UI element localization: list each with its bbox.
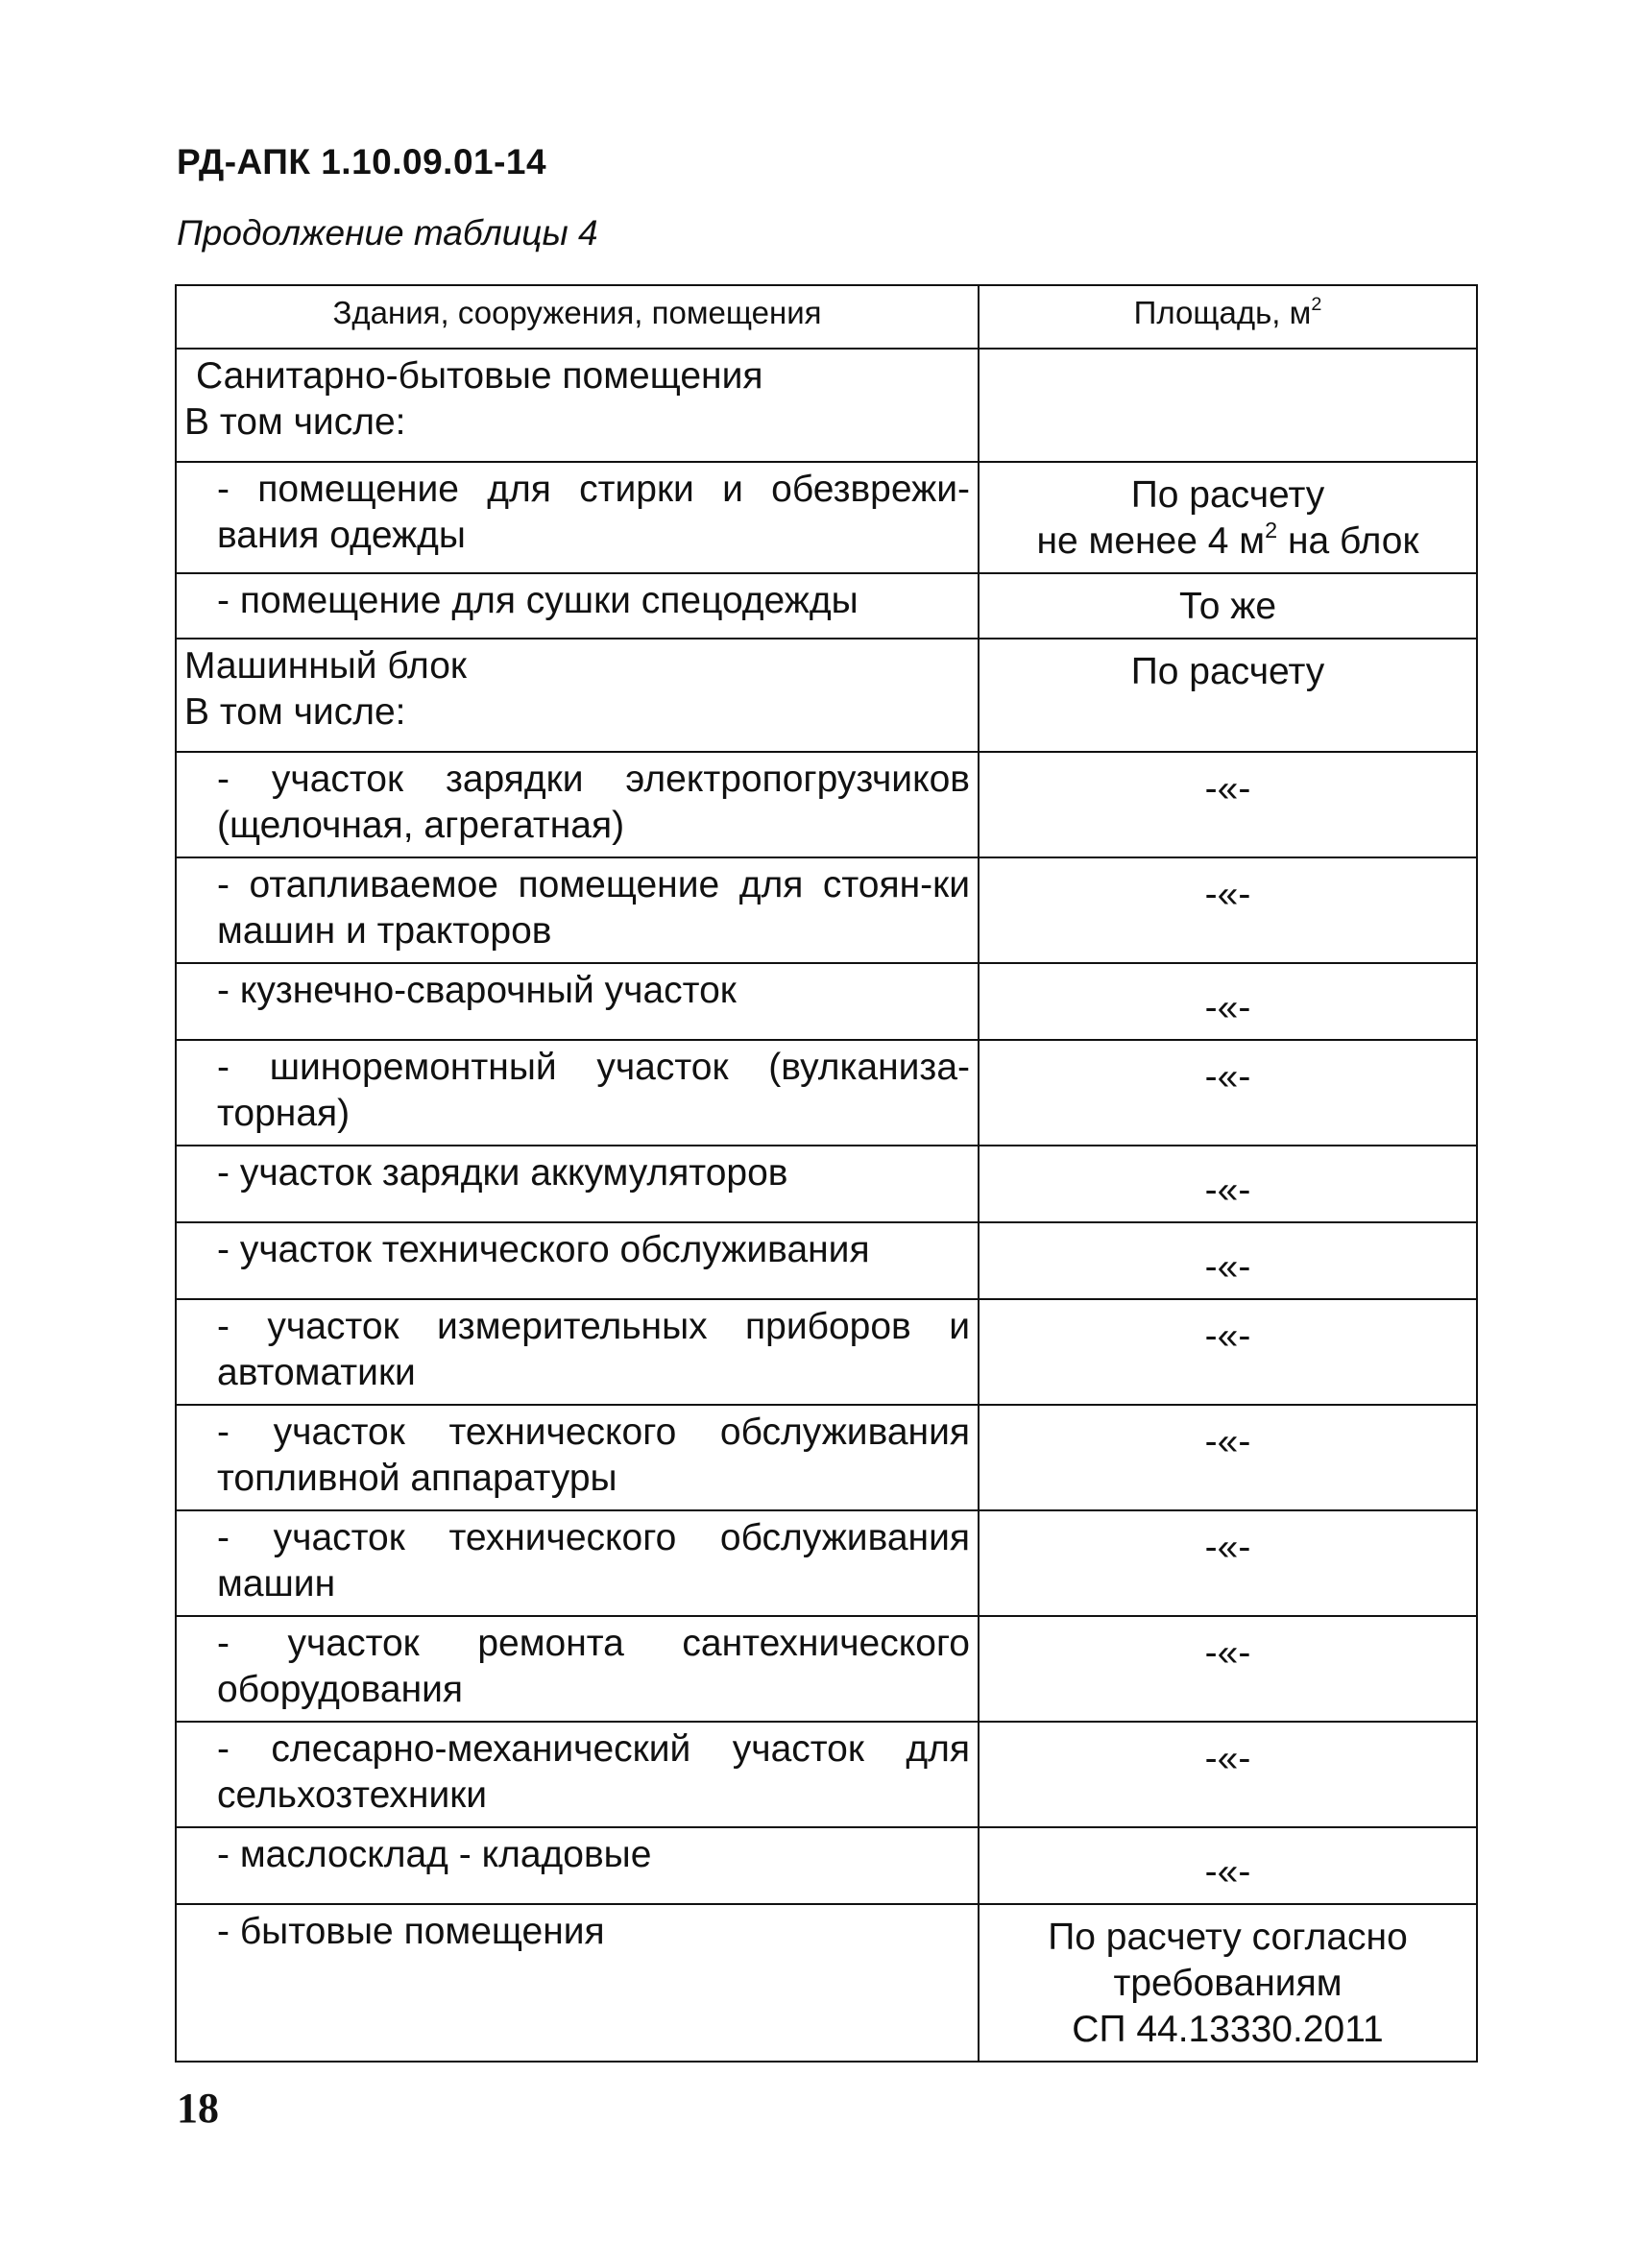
table-row (176, 1827, 1477, 1904)
row-name-cell: - слесарно-механический участок для сельхозтехники (176, 1722, 979, 1827)
area-line-2-start: не менее 4 м (1036, 520, 1266, 562)
row-name-cell (176, 639, 979, 752)
table-row (176, 1510, 1477, 1616)
table-row (176, 1222, 1477, 1299)
row-area-cell: -«- (979, 1146, 1477, 1222)
row-name-cell: - помещение для стирки и обезврежи-вания одежды (176, 462, 979, 573)
table-row (176, 963, 1477, 1040)
table-row (176, 1299, 1477, 1405)
row-area-cell: -«- (979, 963, 1477, 1040)
area-line-1: По расчету (1130, 474, 1325, 516)
row-area-cell: -«- (979, 752, 1477, 857)
row-area-cell: -«- (979, 1222, 1477, 1299)
area-line-2-sup: 2 (1265, 517, 1278, 543)
row-area-cell: -«- (979, 1510, 1477, 1616)
area-norms-table (175, 284, 1478, 2063)
section-subtitle: В том числе: (184, 691, 406, 733)
row-name-cell: - участок технического обслуживания топливной аппаратуры (176, 1405, 979, 1510)
row-area-cell: -«- (979, 1616, 1477, 1722)
column-header-area-sup: 2 (1311, 294, 1322, 316)
row-area-cell: -«- (979, 1040, 1477, 1146)
row-name-cell: - кузнечно-сварочный участок (176, 963, 979, 1040)
row-area-cell (979, 349, 1477, 462)
area-line-2 (987, 519, 1468, 565)
row-name-cell: - участок измерительных приборов и автоматики (176, 1299, 979, 1405)
table-row (176, 1616, 1477, 1722)
table-row (176, 752, 1477, 857)
row-area-cell: По расчету (979, 639, 1477, 752)
page-number: 18 (177, 2085, 219, 2132)
table-row (176, 349, 1477, 462)
row-name-cell: - маслосклад - кладовые (176, 1827, 979, 1904)
table-caption: Продолжение таблицы 4 (177, 213, 598, 253)
table-header-row (176, 285, 1477, 349)
area-line-2-end: на блок (1277, 520, 1419, 562)
table-row (176, 1405, 1477, 1510)
section-title: Санитарно-бытовые помещения (196, 355, 763, 397)
row-area-cell: -«- (979, 1827, 1477, 1904)
row-name-cell: - участок технического обслуживания машин (176, 1510, 979, 1616)
row-area-cell (979, 462, 1477, 573)
table-row (176, 573, 1477, 639)
row-area-cell: -«- (979, 1722, 1477, 1827)
row-area-cell: -«- (979, 857, 1477, 963)
row-name-cell: - участок зарядки аккумуляторов (176, 1146, 979, 1222)
row-area-cell: -«- (979, 1405, 1477, 1510)
column-header-area (979, 285, 1477, 349)
row-area-cell: -«- (979, 1299, 1477, 1405)
table-row (176, 1146, 1477, 1222)
row-name-cell: - отапливаемое помещение для стоян-ки машин и тракторов (176, 857, 979, 963)
table-row (176, 639, 1477, 752)
row-name-cell: - участок ремонта сантехнического оборудования (176, 1616, 979, 1722)
row-name-cell: - помещение для сушки спецодежды (176, 573, 979, 639)
column-header-area-label: Площадь, м (1133, 295, 1312, 330)
row-area-cell: То же (979, 573, 1477, 639)
area-line-2: требованиям (1113, 1963, 1343, 2004)
table-row (176, 462, 1477, 573)
document-code: РД-АПК 1.10.09.01-14 (177, 142, 547, 181)
row-area-cell (979, 1904, 1477, 2062)
area-line-3: СП 44.13330.2011 (1072, 2009, 1384, 2050)
row-name-cell: - шиноремонтный участок (вулканиза-торная) (176, 1040, 979, 1146)
section-title: Машинный блок (184, 645, 467, 687)
row-name-cell: - участок технического обслуживания (176, 1222, 979, 1299)
table-row (176, 1904, 1477, 2062)
section-subtitle: В том числе: (184, 401, 406, 443)
row-name-cell: - участок зарядки электропогрузчиков (щелочная, агрегатная) (176, 752, 979, 857)
column-header-buildings: Здания, сооружения, помещения (176, 285, 979, 349)
area-line-1: По расчету согласно (1048, 1917, 1408, 1958)
row-name-cell: - бытовые помещения (176, 1904, 979, 2062)
table-row (176, 1722, 1477, 1827)
row-name-cell (176, 349, 979, 462)
table-row (176, 1040, 1477, 1146)
table-row (176, 857, 1477, 963)
